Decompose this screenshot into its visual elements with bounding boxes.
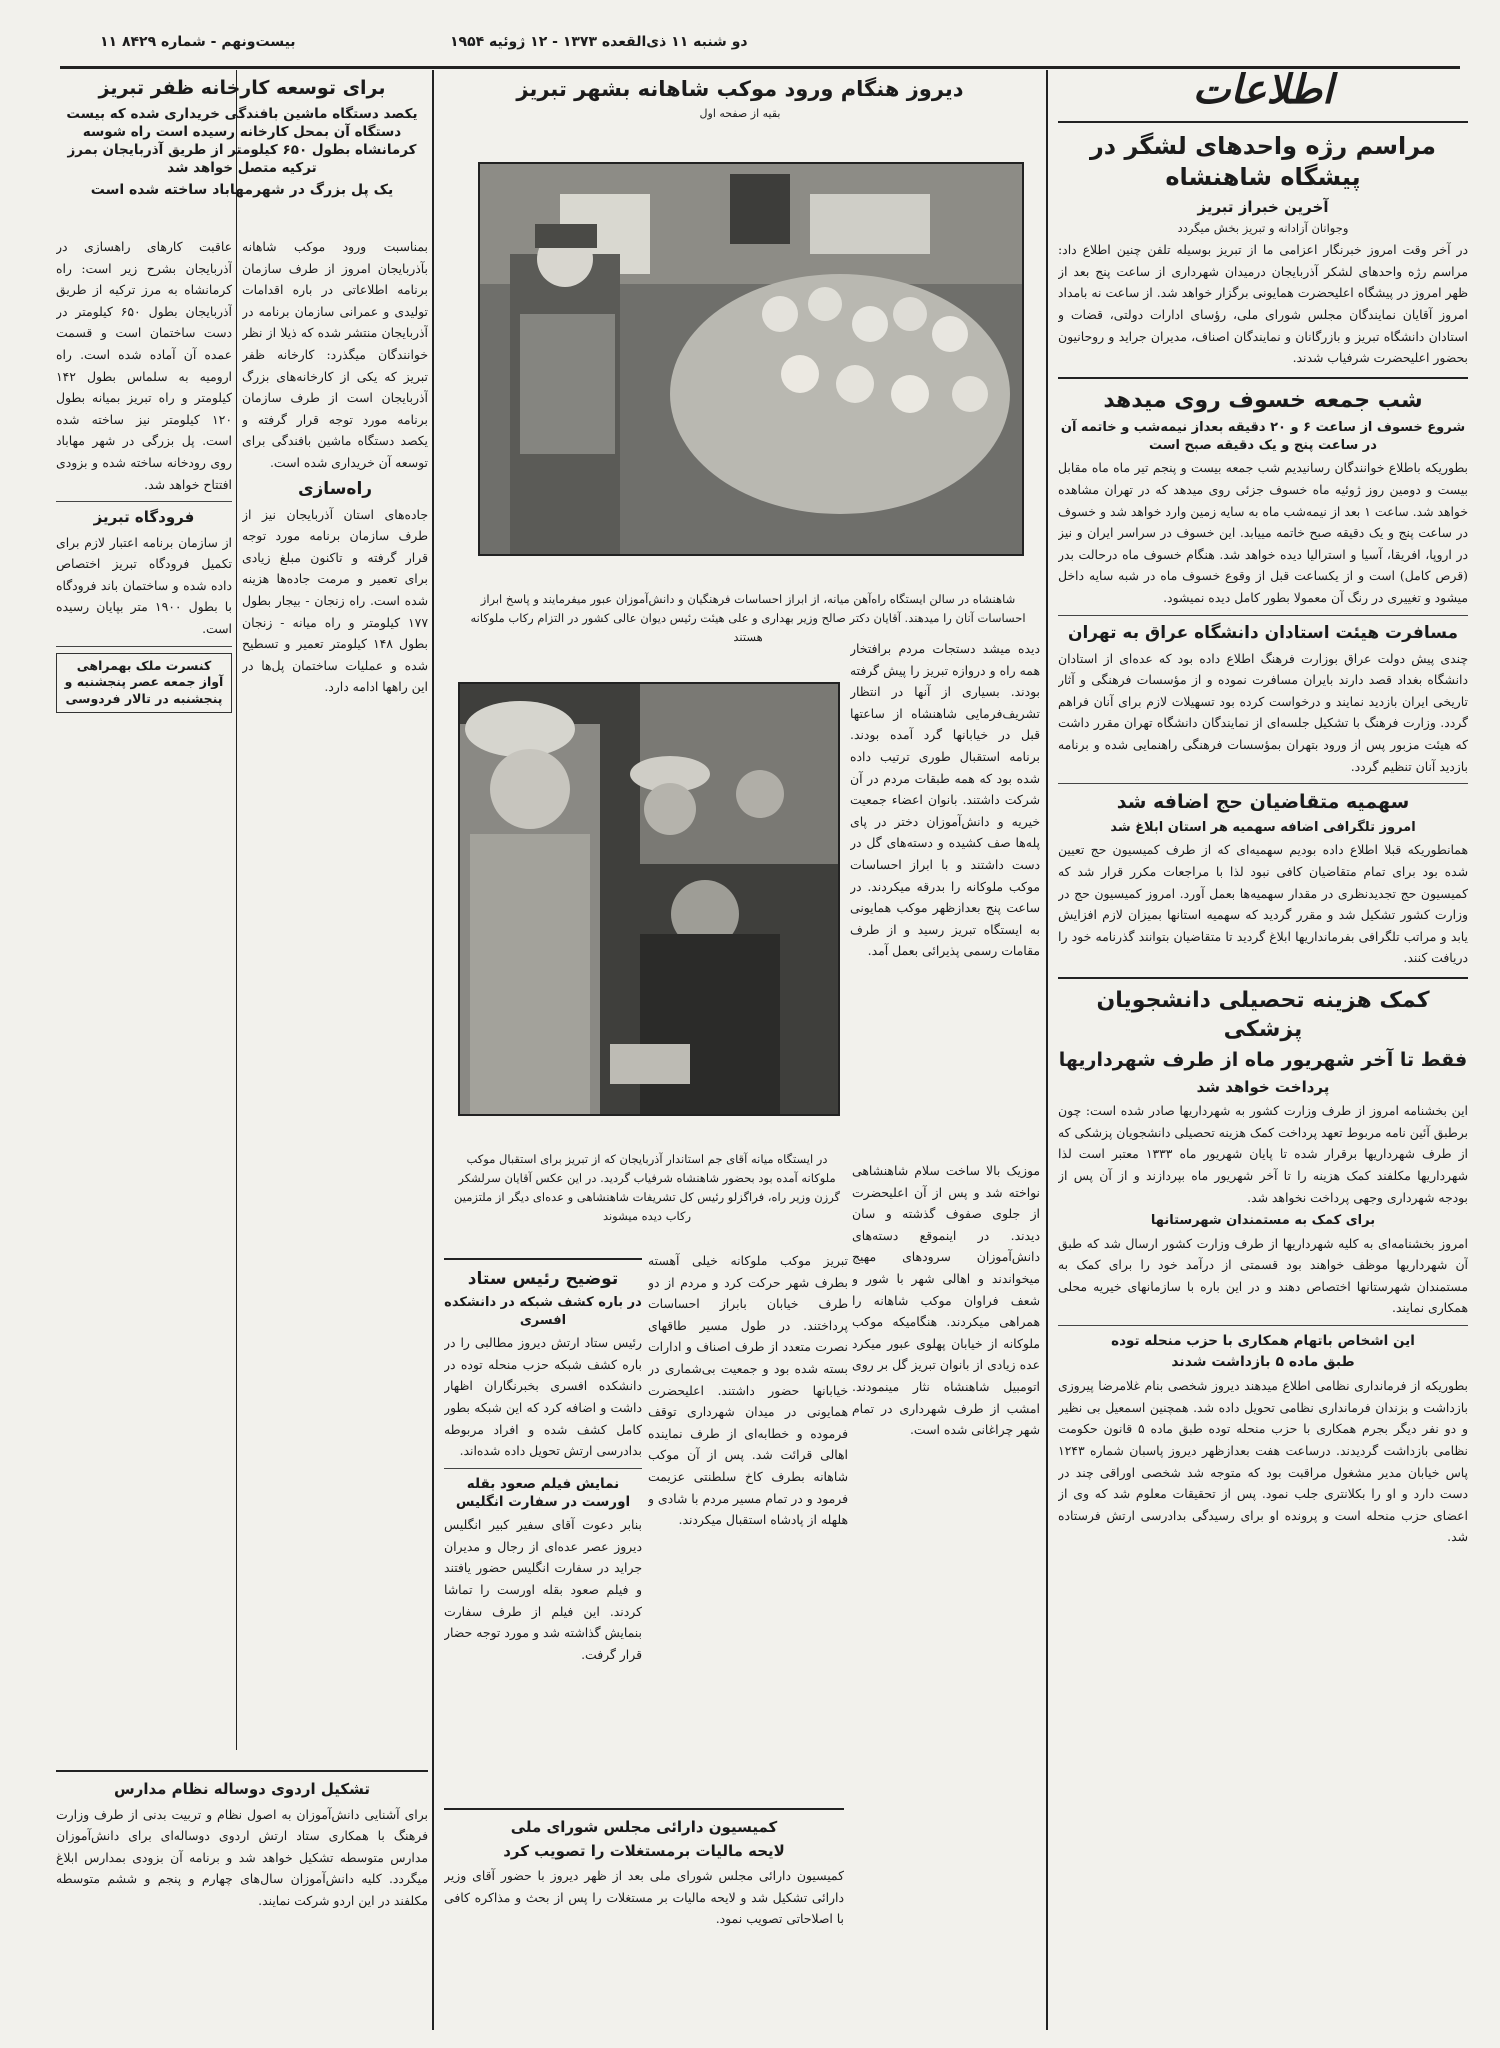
caption-photo-1: شاهنشاه در سالن ایستگاه راه‌آهن میانه، از ابراز احساسات فرهنگیان و دانش‌آموزان عبور میفرمایند و پاسخ ابراز احساسات آنان را میدهند. آقایان دکتر صالح وزیر بهداری و علی هیئت رئیس دیوان عالی کشور در التزام رکاب ملوکانه هستند: [470, 592, 1026, 644]
photo-shah-greeting-students: [478, 162, 1024, 556]
article-needy-aid: امروز بخشنامه‌ای به کلیه شهرداریها از طرف وزارت کشور ارسال شد که طبق آن شهرداریها موظف خواهند بود قسمتی از درآمد خود را برای کمک به مستمندان شهرستانها اختصاص دهند و در این باره با سازمانهای خیریه محلی همکاری نمایند.: [1058, 1235, 1468, 1316]
headline-medical-students-2: فقط تا آخر شهریور ماه از طرف شهرداریها: [1058, 1049, 1468, 1072]
subhead-arrests: طبق ماده ۵ بازداشت شدند: [1171, 1354, 1355, 1371]
headline-iraq-professors: مسافرت هیئت استادان دانشگاه عراق به تهران: [1067, 622, 1459, 643]
issue-date: دو شنبه ۱۱ ذی‌القعده ۱۳۷۳ - ۱۲ ژوئیه ۱۹۵۴: [450, 34, 748, 50]
photo-shah-governor: [458, 682, 840, 1116]
issue-number: ۱۱ بیست‌ونهم - شماره ۸۴۲۹: [100, 34, 296, 50]
article-arrival-crowds: دیده میشد دستجات مردم برافتخار همه راه و دروازه تبریز را پیش گرفته بودند. بسیاری از آنها در انتظار تشریف‌فرمایی شاهنشاه از ساعتها قبل در خیابانها گرد آمده بودند. برنامه استقبال طوری ترتیب داده شده بود که همه طبقات مردم در آن شرکت داشتند. بانوان اعضاء جمعیت خیریه و دانش‌آموزان دختر در پای پله‌ها صف کشیده و دسته‌های گل در دست داشتند و با ابراز احساسات موکب ملوکانه را بدرقه میکردند. در ساعت پنج بعدازظهر موکب همایونی به ایستگاه تبریز رسید و از طرف مقامات رسمی پذیرائی بعمل آمد.: [850, 641, 1040, 959]
headline-road-building: راه‌سازی: [297, 478, 373, 499]
subhead-continued: بقیه از صفحه اول: [699, 107, 781, 121]
column-rule: [1046, 70, 1048, 2030]
subhead-officer-academy: در باره کشف شبکه در دانشکده افسری: [444, 1295, 642, 1328]
center-bottom: [444, 1800, 844, 2040]
caption-photo-2: در ایستگاه میانه آقای جم استاندار آذربایجان که از تبریز برای استقبال موکب ملوکانه آمده بود بحضور شاهنشاه شرفیاب گردید. در این عکس آقایان سرلشکر گرزن وزیر راه، فراگزلو رئیس کل تشریفات شاهنشاهی و عده‌ای دیگر از ملتزمین رکاب دیده میشوند: [453, 1152, 841, 1223]
article-zafar-factory: بمناسبت ورود موکب شاهانه بآذربایجان امروز از طرف سازمان برنامه اطلاعاتی در باره اقدامات تولیدی و عمرانی سازمان برنامه در آذربایجان منتشر شده که ذیلا از نظر خوانندگان میگذرد: کارخانه ظفر تبریز که یکی از کارخانه‌های بزرگ آذربایجان است از طرف سازمان برنامه مورد توجه قرار گرفته و یکصد دستگاه ماشین بافندگی برای توسعه آن خریداری شده است.: [242, 239, 428, 470]
subhead-mahabad-bridge: یک پل بزرگ در شهرمهاباد ساخته شده است: [90, 181, 394, 198]
article-tabriz-celebration: موزیک بالا ساخت سلام شاهنشاهی نواخته شد و پس از آن اعلیحضرت از جلوی صفوف گذشته و سان دیدند. در اینموقع دسته‌های دانش‌آموزان سرودهای مهیج میخواندند و اهالی شهر با شور و شعف فراوان موکب شاهانه را همراهی میکردند. هنگامیکه موکب ملوکانه از خیابان پهلوی عبور میکرد عده زیادی از بانوان تبریز گل بر روی اتومبیل شاهنشاه نثار مینمودند. امشب از طرف شهرداری در تمام شهر چراغانی شده است.: [852, 1163, 1040, 1438]
article-roads-progress: عاقبت کارهای راهسازی در آذربایجان بشرح زیر است: راه کرمانشاه به مرز ترکیه از طریق آذربایجان بطول ۶۵۰ کیلومتر در دست ساختمان است و قسمت عمده آن آماده شده است. راه ارومیه به سلماس بطول ۱۴۲ کیلومتر و راه تبریز بمیانه بطول ۱۲۰ کیلومتر نیز ساخته شده است. پل بزرگی در شهر مهاباد روی رودخانه ساخته شده و بزودی افتتاح خواهد شد.: [56, 239, 232, 492]
headline-royal-arrival: دیروز هنگام ورود موکب شاهانه بشهر تبریز: [516, 77, 964, 101]
article-everest-film: بنابر دعوت آقای سفیر کبیر انگلیس دیروز عصر عده‌ای از رجال و مدیران جراید در سفارت انگلیس حضور یافتند و فیلم صعود بقله اورست را تماشا کردند. این فیلم از طرف سفارت بنمایش گذاشته شد و مورد توجه حضار قرار گرفت.: [444, 1517, 642, 1662]
subhead-lunar-eclipse: شروع خسوف از ساعت ۶ و ۲۰ دقیقه بعداز نیمه‌شب و خاتمه آن در ساعت پنج و یک دقیقه صبح است: [1060, 420, 1466, 453]
column-rule: [236, 70, 237, 1750]
subhead-needy-aid: برای کمک به مستمندان شهرستانها: [1150, 1213, 1376, 1229]
center-col-1: [444, 1250, 642, 1790]
headline-everest-film: نمایش فیلم صعود بقله اورست در سفارت انگلیس: [455, 1475, 631, 1510]
headline-army-parade: مراسم رژه واحدهای لشگر در پیشگاه شاهنشاه: [1089, 132, 1437, 192]
subhead-tabriz-news-2: وجوانان آزادانه و تبریز بخش میگردد: [1177, 220, 1349, 235]
headline-lunar-eclipse: شب جمعه خسوف روی میدهد: [1103, 387, 1423, 413]
center-right-text: [850, 638, 1040, 1158]
subhead-medical-students: پرداخت خواهد شد: [1196, 1077, 1330, 1096]
headline-school-camp: تشکیل اردوی دوساله نظام مدارس: [114, 1780, 370, 1798]
center-header: [440, 72, 1040, 142]
article-tabriz-airport: از سازمان برنامه اعتبار لازم برای تکمیل فرودگاه تبریز اختصاص داده شده و ساختمان باند فرودگاه با بطول ۱۹۰۰ متر بپایان رسیده است.: [56, 534, 232, 636]
article-chief-of-staff: رئیس ستاد ارتش دیروز مطالبی را در باره کشف شبکه حزب منحله توده در دانشکده افسری بخبرنگاران اظهار داشت و اضافه کرد که این شبکه بطور کامل کشف شده و افراد مربوطه بدادرسی ارتش تحویل داده شده‌اند.: [444, 1335, 642, 1459]
notice-concert: کنسرت ملک بهمراهی آواز جمعه عصر پنجشنبه و پنجشنبه در تالار فردوسی: [56, 653, 232, 714]
article-iraq-professors: چندی پیش دولت عراق بوزارت فرهنگ اطلاع داده بود که عده‌ای از استادان دانشگاه بغداد قصد دارند بایران مسافرت نموده و از مؤسسات فرهنگی و آثار تاریخی ایران بازدید نمایند و درخواست کرده بود تسهیلات لازم برای آنان فراهم گردد. وزارت فرهنگ با تشکیل جلسه‌ای از نمایندگان دانشگاه تهران مقرر داشت که هیئت مزبور پس از ورود بتهران بمؤسسات فرهنگی راهنمایی شده و برنامه بازدید آنان تنظیم گردد.: [1058, 650, 1468, 774]
left-header: [56, 72, 428, 232]
subhead-finance-committee: لایحه مالیات برمستغلات را تصویب کرد: [503, 1841, 785, 1860]
headline-medical-students: کمک هزینه تحصیلی دانشجویان پزشکی: [1096, 988, 1430, 1042]
article-army-parade: در آخر وقت امروز خبرنگار اعزامی ما از تبریز بوسیله تلفن چنین اطلاع داد: مراسم رژه واحدهای لشکر آذربایجان درمیدان شهرداری از ساعت پنج بعد از ظهر امروز در پیشگاه اعلیحضرت همایونی برگزار خواهد شد. از ساعت نه بامداد امروز آقایان نمایندگان مجلس شورای ملی، رؤسای ادارات دولتی، قضات و استادان دانشگاه تبریز و بازرگانان و نمایندگان اصناف، مدیران جراید و روحانیون بحضور اعلیحضرت شرفیاب شدند.: [1058, 242, 1468, 366]
article-arrests: بطوریکه از فرمانداری نظامی اطلاع میدهند دیروز شخصی بنام غلامرضا پیروزی بازداشت و بزندان فرمانداری نظامی تحویل داده شد. همچنین اسمعیل بی نظیر و دو نفر دیگر بجرم همکاری با حزب منحله توده طبق ماده ۵ قانون حکومت نظامی بازداشت گردیدند. درساعت هفت بعدازظهر دیروز پاسبان شماره ۱۲۴۳ پاس خیابان مدیر مشغول مراقبت بود که متوجه شد شخصی اوراقی چند در دست دارد و او را بکلانتری جلب نمود. پس از تحقیقات معلوم شد که وی از اعضای حزب منحله است و پرونده او برای رسیدگی بدادرسی ارتش فرستاده شد.: [1058, 1378, 1468, 1545]
left-col-a: [242, 236, 428, 1756]
article-finance-committee: کمیسیون دارائی مجلس شورای ملی بعد از ظهر دیروز با حضور آقای وزیر دارائی تشکیل شد و لایحه مالیات بر مستغلات را پس از بحث و مذاکره کافی با اصلاحاتی تصویب نمود.: [444, 1868, 844, 1927]
right-column: [1058, 66, 1468, 2036]
article-tabriz-procession: تبریز موکب ملوکانه خیلی آهسته بطرف شهر حرکت کرد و مردم از دو طرف خیابان بابراز احساسات پرداختند. در طول مسیر طاقهای نصرت متعدد از طرف اصناف و ادارات بسته شده بود و جمعیت بی‌شماری در خیابانها حضور داشتند. اعلیحضرت همایونی در میدان شهرداری توقف فرموده و خطابه‌ای از طرف نماینده اهالی قرائت شد. پس از آن موکب شاهانه بطرف کاخ سلطنتی عزیمت فرمود و در تمام مسیر مردم با شادی و هلهله از پادشاه استقبال میکردند.: [648, 1253, 848, 1528]
subhead-weaving-machines: یکصد دستگاه ماشین بافندگی خریداری شده که بیست دستگاه آن بمحل کارخانه رسیده است راه شوسه کرمانشاه بطول ۶۵۰ کیلومتر از طریق آذربایجان بمرز ترکیه متصل خواهد شد: [66, 105, 418, 177]
article-hajj-quota: همانطوریکه قبلا اطلاع داده بودیم سهمیه‌ای که از طرف کمیسیون حج تعیین شده بود برای تمام متقاضیان کافی نبود لذا با مراجعات مکرر قرار شد که کمیسیون حج تجدیدنظری در مقدار سهمیه‌ها بعمل آورد. امروز کمیسیون حج در وزارت کشور تشکیل شد و مقرر گردید که سهمیه استانها بمیزان لازم افزایش یابد و مراتب تلگرافی بفرمانداریها ابلاغ گردید تا متقاضیان بتوانند گذرنامه خود را دریافت کنند.: [1058, 842, 1468, 966]
headline-tabriz-airport: فرودگاه تبریز: [93, 508, 195, 527]
article-road-building: جاده‌های استان آذربایجان نیز از طرف سازمان برنامه مورد توجه قرار گرفته و تاکنون مبلغ زیادی برای تعمیر و مرمت جاده‌ها هزینه شده است. راه زنجان - بیجار بطول ۱۷۷ کیلومتر و راه میانه - زنجان بطول ۱۴۸ کیلومتر تعمیر و تسطیح شده و عملیات ساختمان پل‌ها در این راهها ادامه دارد.: [242, 506, 428, 695]
headline-finance-committee: کمیسیون دارائی مجلس شورای ملی: [510, 1818, 778, 1836]
subhead-tabriz-news: آخرین خبراز تبریز: [1197, 198, 1329, 217]
subhead-hajj-quota: امروز تلگرافی اضافه سهمیه هر استان ابلاغ شد: [1110, 819, 1416, 835]
article-medical-students: این بخشنامه امروز از طرف وزارت کشور به شهرداریها صادر شده است: چون برطبق آئین نامه مربوط تعهد پرداخت کمک هزینه تحصیلی دانشجویان پزشکی که از طرف شهرداریها برقرار شده تا پایان شهریور ماه ۱۳۳۳ معتبر است لذا شهرداریها مکلفند کمک هزینه را تا آخر شهریور ماه بپردازند و از آن پس از بودجه شهرداری وجهی پرداخت نخواهد شد.: [1058, 1103, 1468, 1205]
left-bottom: [56, 1762, 428, 2032]
article-lunar-eclipse: بطوریکه باطلاع خوانندگان رسانیدیم شب جمعه بیست و پنجم تیر ماه ماه مقابل بیست و دومین روز ژوئیه ماه خسوف جزئی روی میدهد که در تهران مشاهده خواهد شد. ساعت ۱ بعد از نیمه‌شب ماه به سایه زمین وارد خواهد شد و خسوف در ساعت پنج و یک دقیقه صبح خاتمه مییابد. این خسوف در سراسر ایران و نیز در اروپا، افریقا، آسیا و استرالیا دیده خواهد شد. هنگام خسوف ماه درحالت بدر (قرص کامل) است و از یکساعت قبل از وقوع خسوف ماه در شبه سایه داخل میشود و تغییری در رنگ آن معمولا بطور کامل دیده نمیشود.: [1058, 460, 1468, 605]
headline-chief-of-staff: توضیح رئیس ستاد: [467, 1269, 619, 1289]
headline-arrests: این اشخاص باتهام همکاری با حزب منحله توده: [1111, 1333, 1415, 1350]
left-col-b: [56, 236, 232, 1756]
column-rule: [432, 70, 434, 2030]
article-school-camp: برای آشنایی دانش‌آموزان به اصول نظام و تربیت بدنی از طرف وزارت فرهنگ با همکاری ستاد ارتش اردوی دوساله‌ای برای دانش‌آموزان مدارس متوسطه تشکیل خواهد شد و برنامه آن بزودی بمدارس ابلاغ میگردد. کلیه دانش‌آموزان سال‌های چهارم و پنجم و ششم متوسطه مکلفند در این اردو شرکت نمایند.: [56, 1806, 428, 1908]
newspaper-logo: اطلاعات: [1192, 66, 1334, 113]
center-col-3: [852, 1160, 1040, 1790]
headline-hajj-quota: سهمیه متقاضیان حج اضافه شد: [1116, 791, 1410, 814]
center-col-2: [648, 1250, 848, 1790]
headline-zafar-factory: برای توسعه کارخانه ظفر تبریز: [98, 77, 386, 99]
